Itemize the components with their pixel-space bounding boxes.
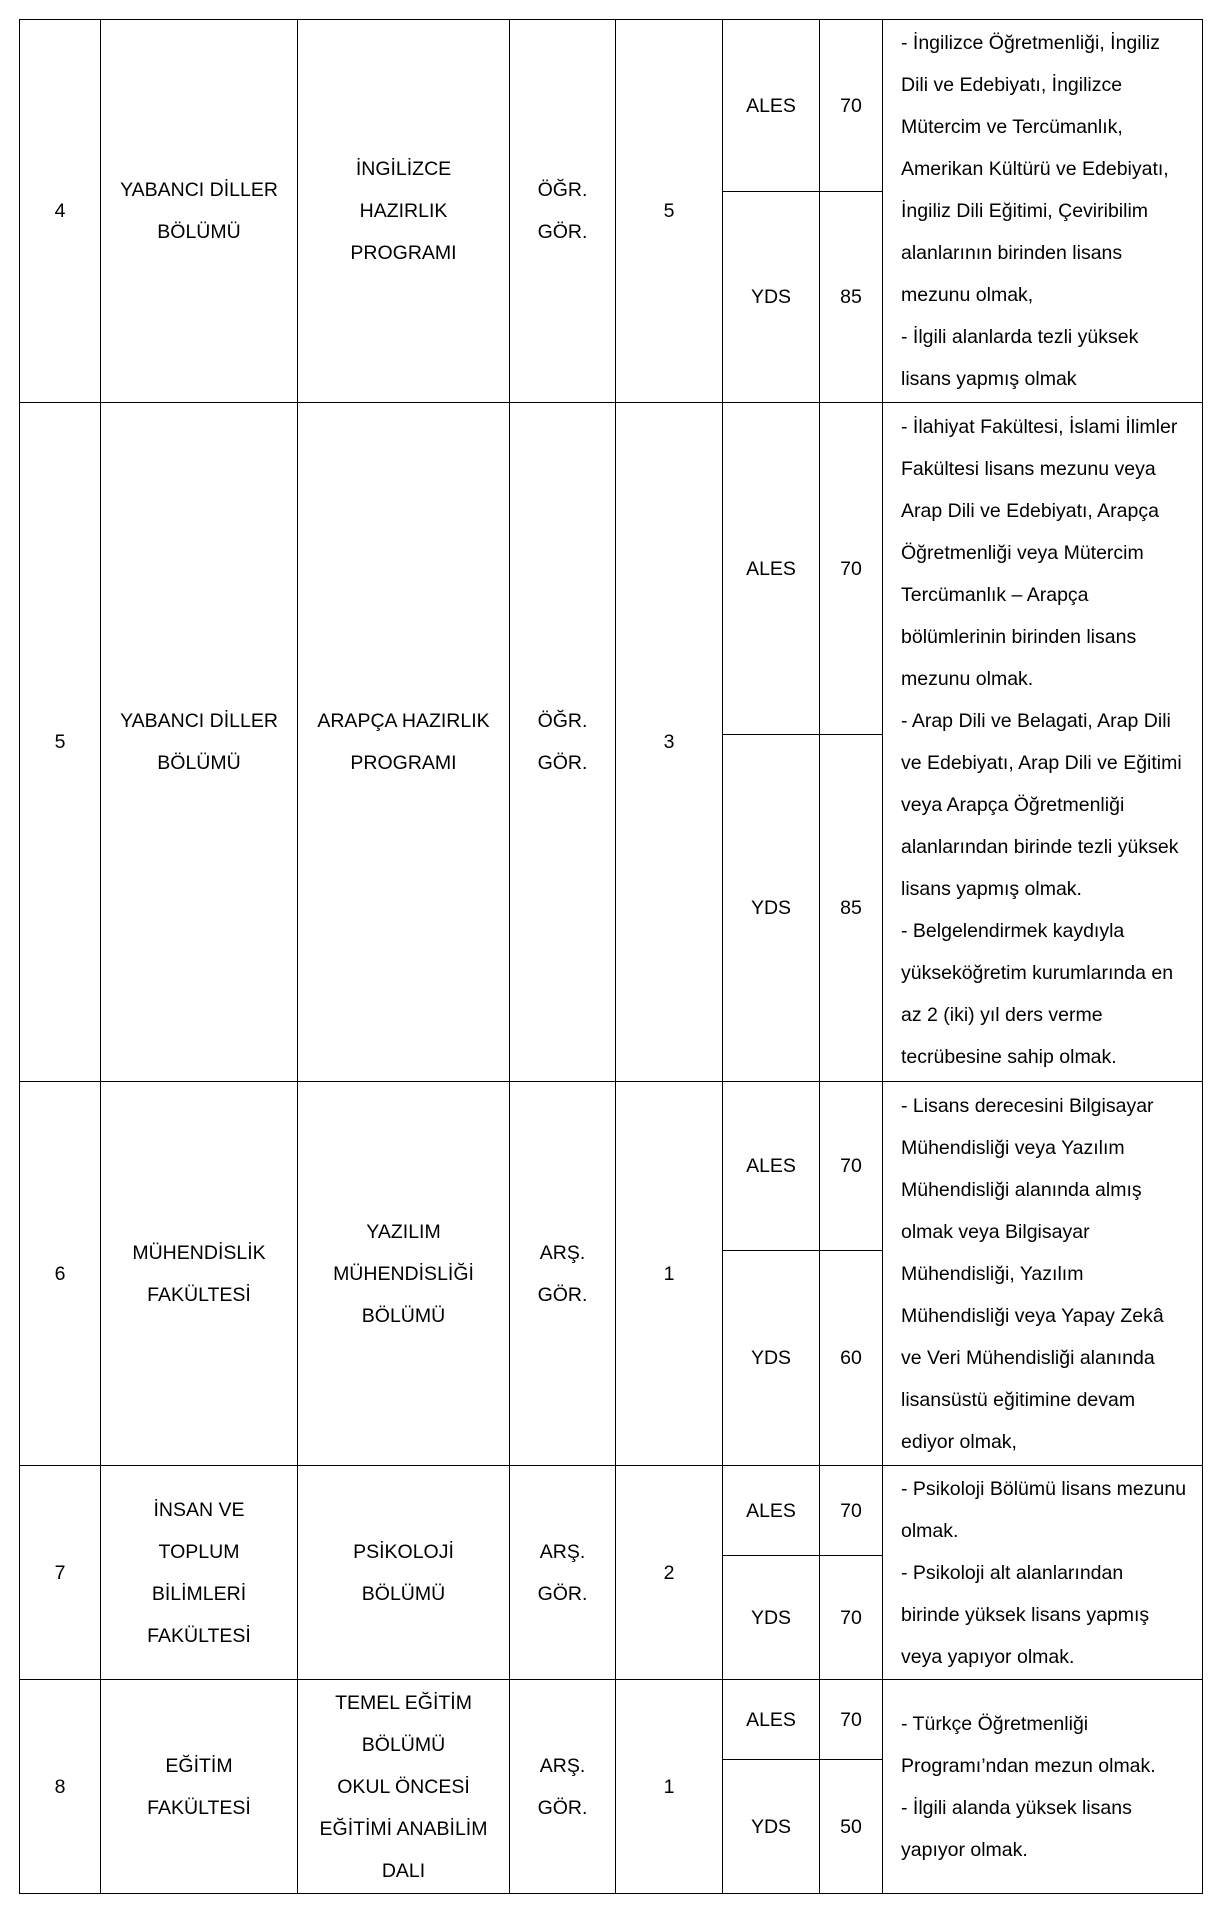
yds-label: YDS — [723, 735, 820, 1082]
ales-label: ALES — [723, 403, 820, 735]
ales-score: 70 — [820, 1680, 883, 1760]
yds-score: 60 — [820, 1251, 883, 1466]
ales-label: ALES — [723, 20, 820, 192]
ales-score: 70 — [820, 403, 883, 735]
row-number: 7 — [20, 1466, 101, 1680]
yds-score: 70 — [820, 1556, 883, 1680]
row-number: 8 — [20, 1680, 101, 1894]
count-cell: 5 — [616, 20, 723, 403]
title-cell: ARŞ. GÖR. — [510, 1680, 616, 1894]
table-row — [20, 403, 1203, 735]
requirements-cell: - Türkçe Öğretmenliği Programı’ndan mezun olmak. - İlgili alanda yüksek lisans yapıyor olmak. — [883, 1680, 1203, 1894]
unit-cell: İNSAN VE TOPLUM BİLİMLERİ FAKÜLTESİ — [101, 1466, 298, 1680]
yds-score: 50 — [820, 1760, 883, 1894]
row-number: 6 — [20, 1082, 101, 1466]
ales-score: 70 — [820, 1082, 883, 1251]
count-cell: 3 — [616, 403, 723, 1082]
ales-label: ALES — [723, 1082, 820, 1251]
unit-cell: MÜHENDİSLİK FAKÜLTESİ — [101, 1082, 298, 1466]
title-cell: ÖĞR. GÖR. — [510, 403, 616, 1082]
yds-label: YDS — [723, 1760, 820, 1894]
yds-label: YDS — [723, 1251, 820, 1466]
title-cell: ARŞ. GÖR. — [510, 1466, 616, 1680]
positions-table — [19, 19, 1203, 1894]
count-cell: 1 — [616, 1082, 723, 1466]
department-cell: TEMEL EĞİTİM BÖLÜMÜ OKUL ÖNCESİ EĞİTİMİ ANABİLİM DALI — [298, 1680, 510, 1894]
table-row — [20, 1082, 1203, 1251]
table-row — [20, 1466, 1203, 1556]
department-cell: ARAPÇA HAZIRLIK PROGRAMI — [298, 403, 510, 1082]
ales-score: 70 — [820, 20, 883, 192]
yds-label: YDS — [723, 1556, 820, 1680]
department-cell: PSİKOLOJİ BÖLÜMÜ — [298, 1466, 510, 1680]
requirements-cell: - Psikoloji Bölümü lisans mezunu olmak. - Psikoloji alt alanlarından birinde yüksek lisans yapmış veya yapıyor olmak. — [883, 1466, 1203, 1680]
unit-cell: YABANCI DİLLER BÖLÜMÜ — [101, 20, 298, 403]
ales-score: 70 — [820, 1466, 883, 1556]
requirements-cell: - İngilizce Öğretmenliği, İngiliz Dili ve Edebiyatı, İngilizce Mütercim ve Tercümanlık, Amerikan Kültürü ve Edebiyatı, İngiliz Dili Eğitimi, Çeviribilim alanlarının birinden lisans mezunu olmak, - İlgili alanlarda tezli yüksek lisans yapmış olmak — [883, 20, 1203, 403]
title-cell: ÖĞR. GÖR. — [510, 20, 616, 403]
department-cell: YAZILIM MÜHENDİSLİĞİ BÖLÜMÜ — [298, 1082, 510, 1466]
yds-score: 85 — [820, 735, 883, 1082]
requirements-cell: - İlahiyat Fakültesi, İslami İlimler Fakültesi lisans mezunu veya Arap Dili ve Edebiyatı, Arapça Öğretmenliği veya Mütercim Tercümanlık – Arapça bölümlerinin birinden lisans mezunu olmak. - Arap Dili ve Belagati, Arap Dili ve Edebiyatı, Arap Dili ve Eğitimi veya Arapça Öğretmenliği alanlarından birinde tezli yüksek lisans yapmış olmak. - Belgelendirmek kaydıyla yükseköğretim kurumlarında en az 2 (iki) yıl ders verme tecrübesine sahip olmak. — [883, 403, 1203, 1082]
unit-cell: EĞİTİM FAKÜLTESİ — [101, 1680, 298, 1894]
department-cell: İNGİLİZCE HAZIRLIK PROGRAMI — [298, 20, 510, 403]
yds-label: YDS — [723, 192, 820, 403]
table-row — [20, 20, 1203, 192]
count-cell: 1 — [616, 1680, 723, 1894]
unit-cell: YABANCI DİLLER BÖLÜMÜ — [101, 403, 298, 1082]
requirements-cell: - Lisans derecesini Bilgisayar Mühendisliği veya Yazılım Mühendisliği alanında almış olmak veya Bilgisayar Mühendisliği, Yazılım Mühendisliği veya Yapay Zekâ ve Veri Mühendisliği alanında lisansüstü eğitimine devam ediyor olmak, — [883, 1082, 1203, 1466]
ales-label: ALES — [723, 1466, 820, 1556]
row-number: 5 — [20, 403, 101, 1082]
table-row — [20, 1680, 1203, 1760]
ales-label: ALES — [723, 1680, 820, 1760]
count-cell: 2 — [616, 1466, 723, 1680]
title-cell: ARŞ. GÖR. — [510, 1082, 616, 1466]
yds-score: 85 — [820, 192, 883, 403]
row-number: 4 — [20, 20, 101, 403]
